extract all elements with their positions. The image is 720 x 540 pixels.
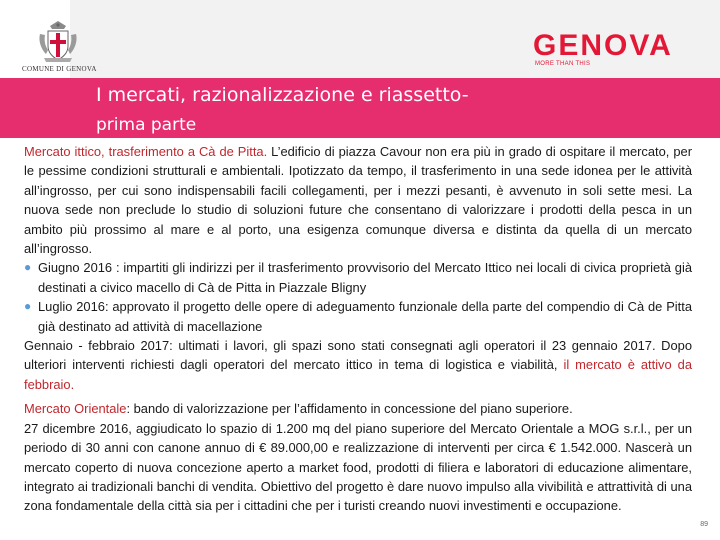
closing-highlight: il mercato è attivo da febbraio.: [24, 357, 692, 392]
page-number: 89: [700, 521, 708, 528]
bullet-text: Luglio 2016: approvato il progetto delle opere di adeguamento funzionale della parte del compendio di Cà de Pitta già destinato ad attività di macellazione: [38, 299, 692, 334]
slide-subtitle: prima parte: [96, 115, 197, 135]
fish-market-heading: Mercato ittico, trasferimento a Cà de Pitta.: [24, 144, 268, 159]
fish-market-text: L’edificio di piazza Cavour non era più in grado di ospitare il mercato, per le pessime condizioni strutturali e ambientali. Ipotizzato da tempo, il trasferimento in una sede idonea per le attività all’ingrosso, per cui sono indispensabili facili collegamenti, per i mezzi pesanti, è avvenuto in soli sette mesi. La nuova sede non preclude lo studio di soluzioni future che consentano di valorizzare i prodotti della pesca in un ambito più prossimo al mare e al porto, una esigenza comunque diversa e distinta da quella di un mercato all’ingrosso.: [24, 144, 692, 257]
crest-icon: [36, 20, 80, 64]
bullet-dot-icon: ●: [24, 299, 32, 314]
logo-word: GENOVA: [533, 29, 673, 62]
slide-body: [24, 142, 692, 516]
bullet-dot-icon: ●: [24, 260, 32, 275]
logo-tagline: MORE THAN THIS: [535, 61, 591, 67]
closing-text: Gennaio - febbraio 2017: ultimati i lavori, gli spazi sono stati consegnati agli operatori il 23 gennaio 2017. Dopo ulteriori interventi richiesti dagli operatori del mercato ittico in tema di logistica e viabilità,: [24, 338, 692, 373]
bullet-item: [24, 258, 692, 297]
oriental-market-intro: : bando di valorizzazione per l’affidamento in concessione del piano superiore.: [126, 401, 573, 417]
crest-caption: COMUNE DI GENOVA: [22, 65, 97, 73]
paragraph-closing: [24, 336, 692, 394]
bullet-text: Giugno 2016 : impartiti gli indirizzi per il trasferimento provvisorio del Mercato Ittico nei locali di civica proprietà già destinati a civico macello di Cà de Pitta in Piazzale Bligny: [38, 260, 692, 295]
paragraph-fish-market: [24, 142, 692, 258]
genova-logo: [533, 29, 703, 70]
bullet-item: [24, 297, 692, 336]
paragraph-oriental-detail: 27 dicembre 2016, aggiudicato lo spazio di 1.200 mq del piano superiore del Mercato Orientale a MOG s.r.l., per un periodo di 30 anni con canone annuo di € 89.000,00 e realizzazione di interventi per circa € 1.542.000. Nascerà un mercato coperto di nuova concezione aperto a market food, prodotti di filiera e laboratori di educazione alimentare, integrato ai tradizionali banchi di vendita. Obiettivo del progetto è dare nuovo impulso alla vivibilità e attrattività di una zona fondamentale della città sia per i cittadini che per i turisti creando nuovi investimenti e occupazione.: [24, 420, 692, 514]
oriental-market-heading: Mercato Orientale: [24, 401, 127, 417]
slide-title: I mercati, razionalizzazione e riassetto-: [96, 84, 469, 106]
paragraph-oriental-market: [24, 399, 692, 418]
city-crest: [22, 20, 97, 78]
